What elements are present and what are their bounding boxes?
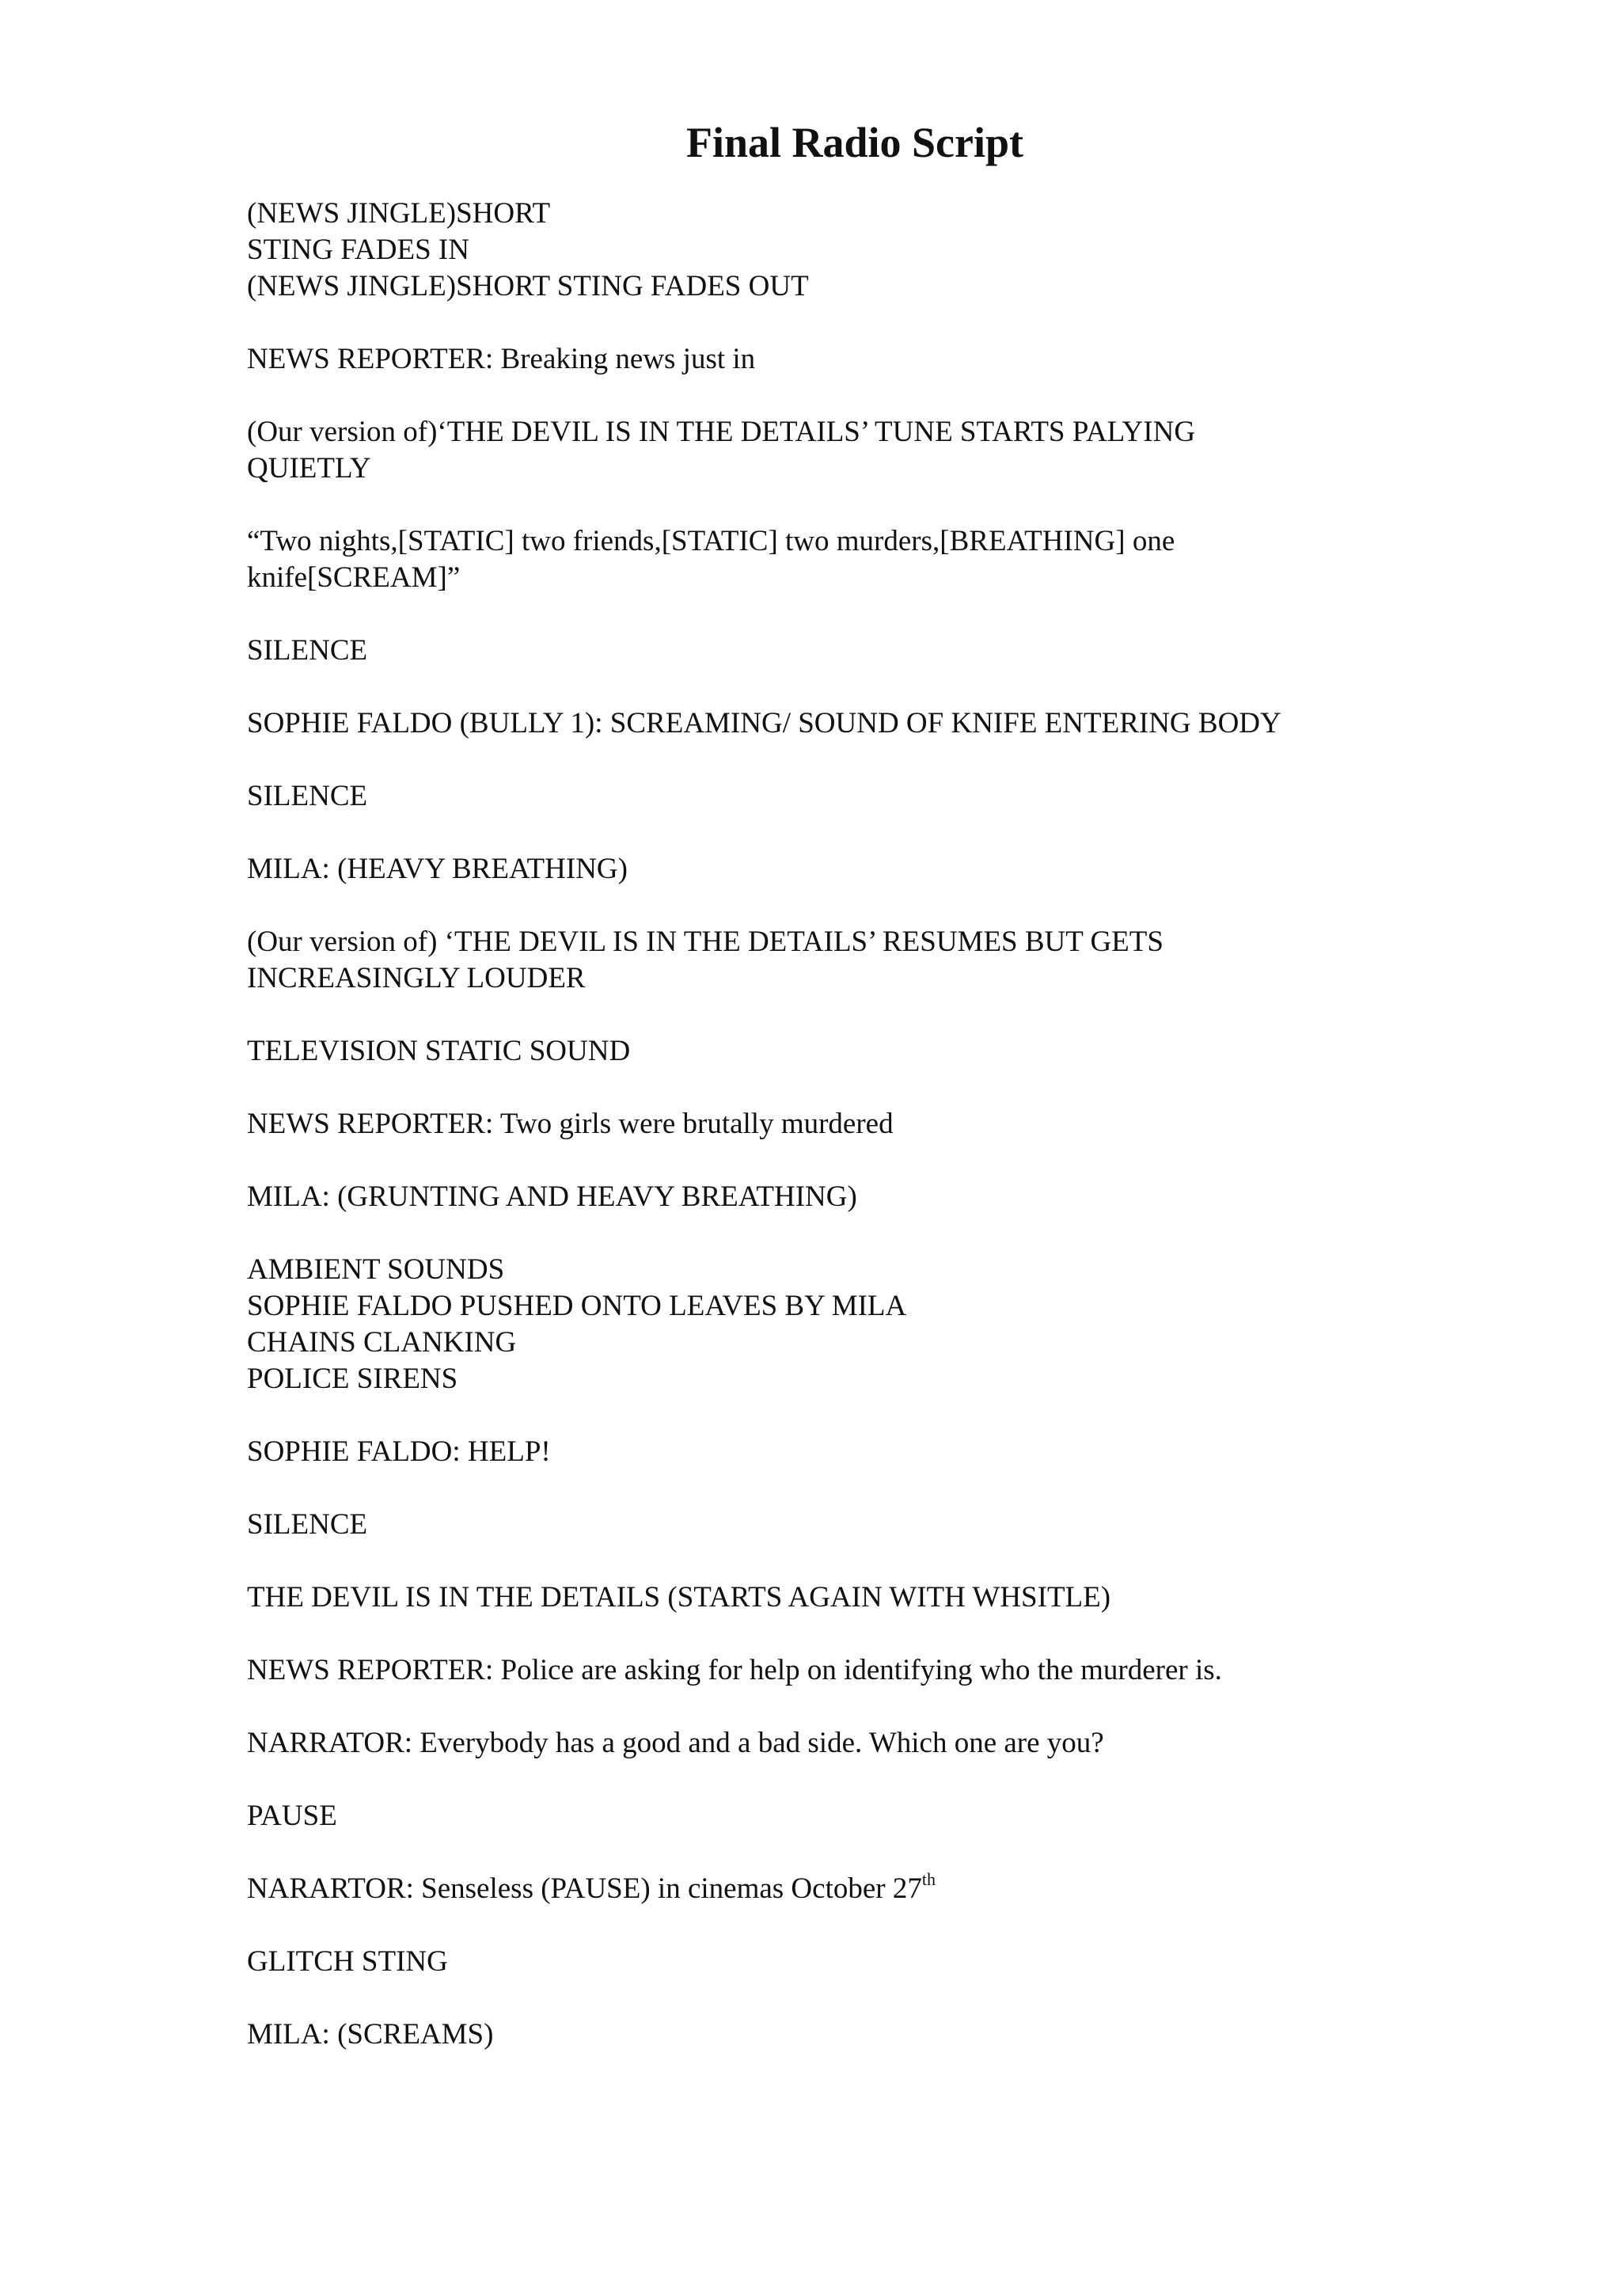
script-line: NEWS REPORTER: Two girls were brutally murdered [247,1108,894,1140]
release-line-text: NARARTOR: Senseless (PAUSE) in cinemas October 27 [247,1872,922,1905]
script-line: THE DEVIL IS IN THE DETAILS (STARTS AGAIN WITH WHSITLE) [247,1581,1111,1614]
script-line: SOPHIE FALDO PUSHED ONTO LEAVES BY MILA [247,1290,907,1322]
script-line: CHAINS CLANKING [247,1326,517,1359]
script-line: POLICE SIRENS [247,1363,458,1395]
document-title: Final Radio Script [685,119,1024,166]
ordinal-suffix: th [921,1869,936,1889]
script-line: TELEVISION STATIC SOUND [247,1035,631,1067]
script-line: SOPHIE FALDO (BULLY 1): SCREAMING/ SOUND OF KNIFE ENTERING BODY [247,707,1281,739]
script-line: (Our version of)‘THE DEVIL IS IN THE DETAILS’ TUNE STARTS PALYING [247,416,1196,448]
script-line: “Two nights,[STATIC] two friends,[STATIC] two murders,[BREATHING] one [247,525,1175,557]
script-line: knife[SCREAM]” [247,561,461,594]
script-line-release [247,1871,936,1907]
script-line: PAUSE [247,1800,337,1832]
script-line: SILENCE [247,780,368,812]
script-line: GLITCH STING [247,1945,448,1978]
script-line: (NEWS JINGLE)SHORT STING FADES OUT [247,270,809,302]
script-line: SILENCE [247,634,368,667]
script-line: (Our version of) ‘THE DEVIL IS IN THE DETAILS’ RESUMES BUT GETS [247,926,1164,958]
script-line: STING FADES IN [247,234,469,266]
script-line: NARRATOR: Everybody has a good and a bad side. Which one are you? [247,1727,1104,1759]
script-line: (NEWS JINGLE)SHORT [247,197,551,230]
script-line: MILA: (SCREAMS) [247,2018,494,2051]
script-line: INCREASINGLY LOUDER [247,962,586,994]
script-line: SILENCE [247,1508,368,1541]
script-line: AMBIENT SOUNDS [247,1253,505,1286]
script-line: MILA: (GRUNTING AND HEAVY BREATHING) [247,1180,857,1213]
script-line: NEWS REPORTER: Breaking news just in [247,343,756,375]
script-line: NEWS REPORTER: Police are asking for help on identifying who the murderer is. [247,1654,1222,1686]
script-line: MILA: (HEAVY BREATHING) [247,853,628,885]
script-line: SOPHIE FALDO: HELP! [247,1435,551,1468]
script-line: QUIETLY [247,452,371,485]
